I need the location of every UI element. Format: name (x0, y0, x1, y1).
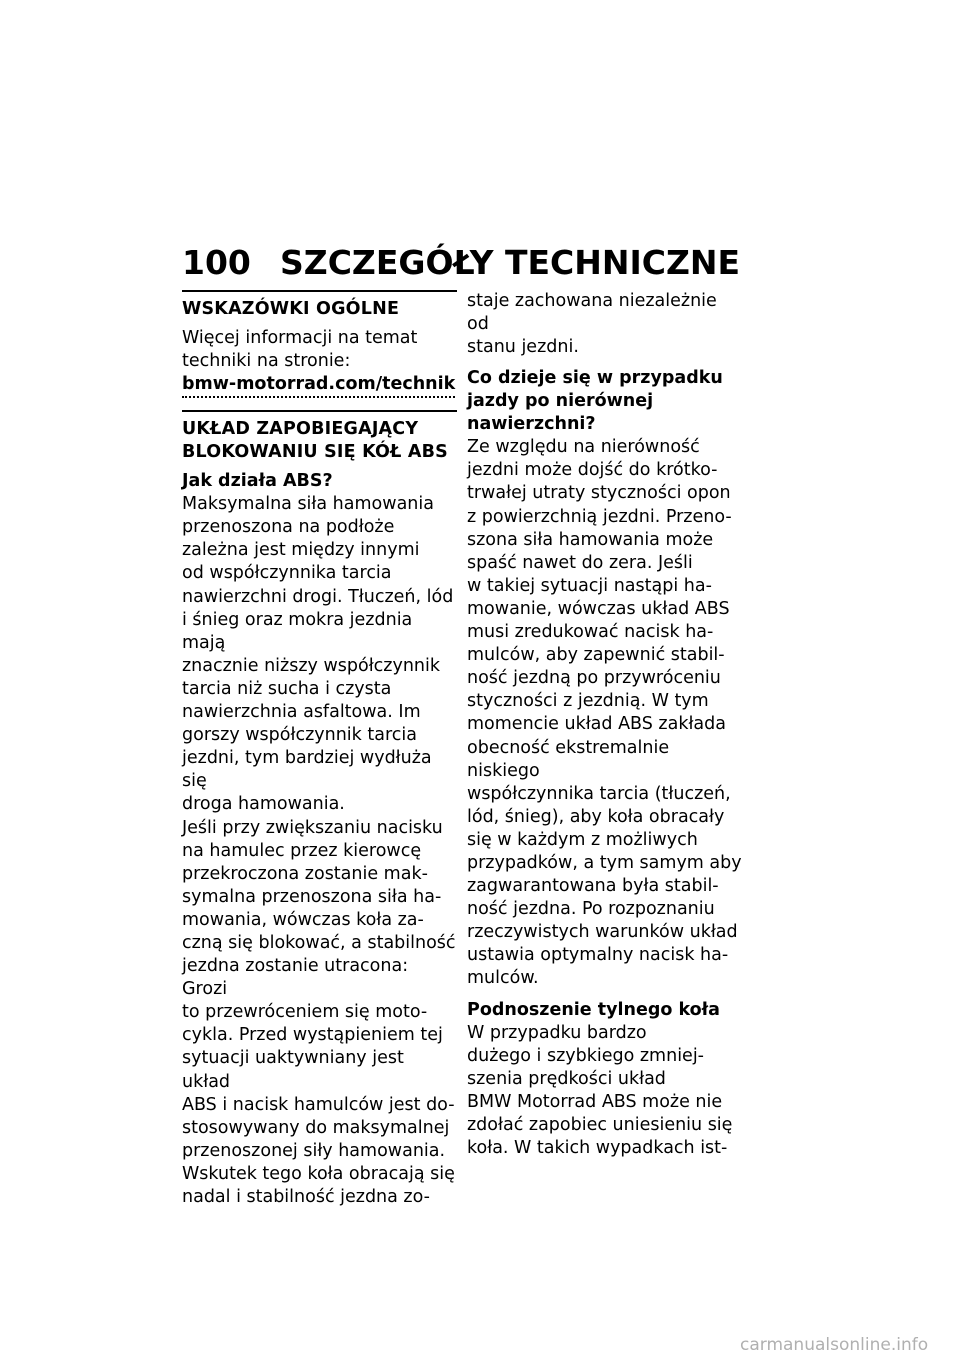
right-column (467, 290, 742, 1160)
question-rear-wheel-lift: Podnoszenie tylnego koła (467, 999, 720, 1020)
left-column (182, 290, 457, 1209)
rear-wheel-lift-paragraph: W przypadku bardzo dużego i szybkiego zmniej- szenia prędkości układ BMW Motorrad ABS może nie zdołać zapobiec uniesieniu się koła. W takich wypadkach ist- (467, 1022, 733, 1158)
abs-paragraph-2: Jeśli przy zwiększaniu nacisku na hamulec przez kierowcę przekroczona zostanie mak- symalna przenoszona siła ha- mowania, wówczas koła za- czną się blokować, a stabilność jezdna zostanie utracona: Grozi to przewróceniem się moto- cykla. Przed wystąpieniem tej sytuacji uaktywniany jest układ ABS i nacisk hamulców jest do- stosowywany do maksymalnej przenoszonej siły hamowania. Wskutek tego koła obracają się nadal i stabilność jezdna zo- (182, 817, 456, 1207)
section-divider (182, 410, 457, 412)
question-how-abs-works: Jak działa ABS? (182, 471, 333, 492)
watermark: carmanualsonline.info (740, 1335, 929, 1355)
page-header (182, 240, 782, 286)
abs-paragraph-continued: staje zachowana niezależnie od stanu jezdni. (467, 291, 717, 358)
page-number: 100 (182, 243, 251, 282)
section-title-general: WSKAZÓWKI OGÓLNE (182, 299, 400, 319)
question-uneven-surface: Co dzieje się w przypadku jazdy po nierównej nawierzchni? (467, 368, 723, 435)
uneven-surface-paragraph: Ze względu na nierówność jezdni może dojść do krótko- trwałej utraty styczności opon z powierzchnią jezdni. Przeno- szona siła hamowania może spaść nawet do zera. Jeśli w takiej sytuacji nastąpi ha- mowanie, wówczas układ ABS musi zredukować nacisk ha- mulców, aby zapewnić stabil- ność jezdną po przywróceniu styczności z jezdnią. W tym momencie układ ABS zakłada obecność ekstremalnie niskiego współczynnika tarcia (tłuczeń, lód, śnieg), aby koła obracały się w każdym z możliwych przypadków, a tym samym aby zagwarantowana była stabil- ność jezdna. Po rozpoznaniu rzeczywistych warunków układ ustawia optymalny nacisk ha- mulców. (467, 437, 742, 989)
abs-paragraph-1: Maksymalna siła hamowania przenoszona na podłoże zależna jest między innymi od współczynnika tarcia nawierzchni drogi. Tłuczeń, lód i śnieg oraz mokra jezdnia mają znacznie niższy współczynnik tarcia niż sucha i czysta nawierzchnia asfaltowa. Im gorszy współczynnik tarcia jezdni, tym bardziej wydłuża się droga hamowania. (182, 494, 454, 815)
technik-link[interactable]: bmw-motorrad.com/technik (182, 373, 455, 398)
general-intro-text: Więcej informacji na temat techniki na stronie: (182, 328, 418, 372)
section-divider (182, 290, 457, 292)
page-title: SZCZEGÓŁY TECHNICZNE (280, 243, 741, 282)
section-title-abs: UKŁAD ZAPOBIEGAJĄCY BLOKOWANIU SIĘ KÓŁ ABS (182, 419, 448, 463)
